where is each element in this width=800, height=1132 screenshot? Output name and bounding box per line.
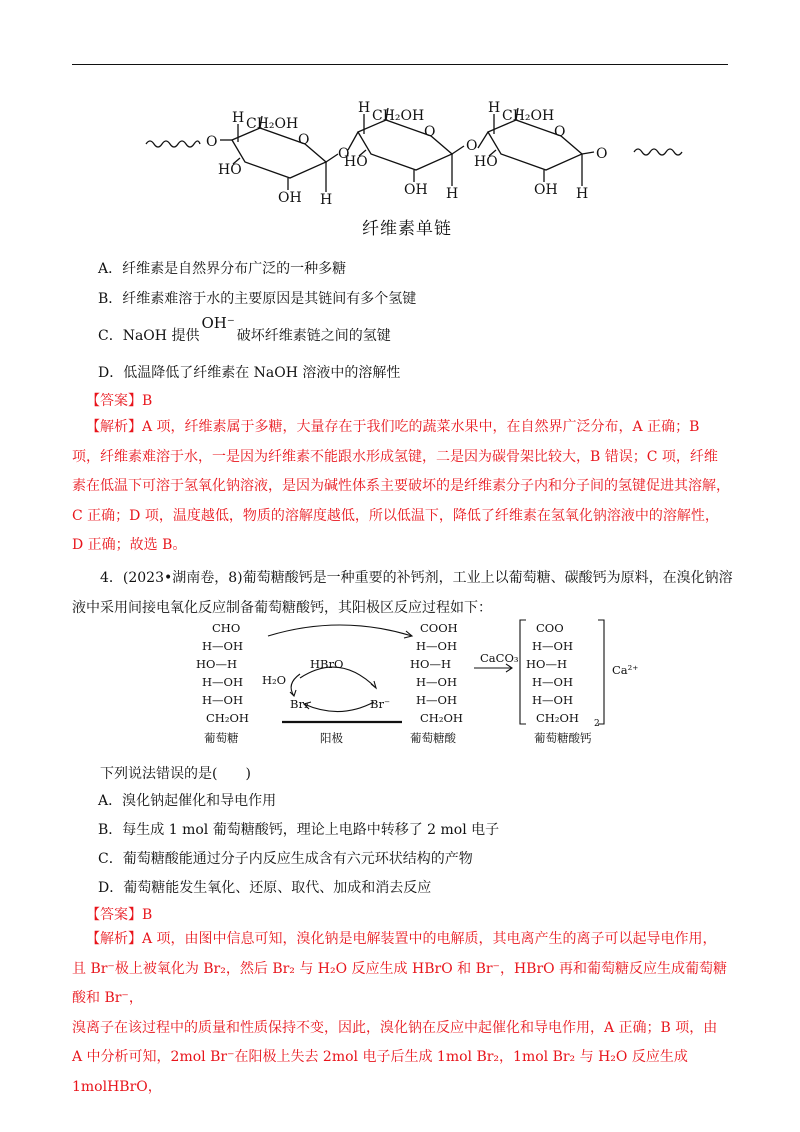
gluconic-acid-structure [410, 621, 463, 745]
q3-option-a: A．纤维素是自然界分布广泛的一种多糖 [98, 261, 347, 277]
svg-text:CH₂OH: CH₂OH [246, 116, 299, 132]
q3-option-c [98, 314, 391, 345]
q4-option-a: A．溴化钠起催化和导电作用 [98, 793, 277, 809]
svg-text:CH₂OH: CH₂OH [372, 108, 425, 124]
ring-1 [232, 128, 326, 178]
calcium-gluconate-structure [526, 621, 638, 745]
svg-text:H: H [446, 186, 459, 202]
svg-text:H—OH: H—OH [202, 639, 243, 653]
ring-3 [488, 120, 582, 170]
q4-analysis [72, 925, 740, 1102]
q3-option-d: D．低温降低了纤维素在 NaOH 溶液中的溶解性 [98, 365, 401, 381]
glucose-structure [196, 621, 249, 745]
svg-text:2: 2 [594, 719, 600, 729]
svg-text:O: O [424, 124, 436, 140]
q3-option-b: B．纤维素难溶于水的主要原因是其链间有多个氢键 [98, 291, 417, 307]
svg-text:H: H [232, 110, 245, 126]
svg-text:O: O [298, 132, 310, 148]
q4-analysis-line: 【解析】A 项，由图中信息可知，溴化钠是电解装置中的电解质，其电离产生的离子可以起导电作用， [86, 931, 717, 947]
q3-option-c-suffix: 破坏纤维素链之间的氢键 [236, 328, 391, 344]
q4-answer: 【答案】B [86, 907, 153, 923]
header-rule [72, 64, 728, 65]
q4-analysis-line: 且 Br⁻极上被氧化为 Br₂，然后 Br₂ 与 H₂O 反应生成 HBrO 和 Br⁻，HBrO 再和葡萄糖反应生成葡萄糖酸和 Br⁻， [72, 960, 728, 1006]
svg-text:HO: HO [344, 154, 368, 170]
svg-text:H—OH: H—OH [532, 675, 573, 689]
q4-option-c: C．葡萄糖酸能通过分子内反应生成含有六元环状结构的产物 [98, 851, 473, 867]
svg-text:H—OH: H—OH [416, 639, 457, 653]
q3-analysis-line: 项，纤维素难溶于水，一是因为纤维素不能跟水形成氢键，二是因为碳骨架比较大，B 错误；C 项，纤维 [72, 448, 718, 465]
svg-text:HBrO: HBrO [310, 657, 344, 671]
svg-text:O: O [206, 134, 218, 150]
svg-text:H: H [320, 192, 333, 208]
svg-text:OH: OH [404, 182, 428, 198]
q4-stem [72, 564, 740, 623]
electrolysis-scheme [190, 618, 640, 746]
svg-text:O: O [554, 124, 566, 140]
q3-analysis [72, 413, 740, 561]
svg-text:Ca²⁺: Ca²⁺ [612, 663, 639, 677]
svg-text:HO: HO [474, 154, 498, 170]
svg-text:CH₂OH: CH₂OH [420, 711, 463, 725]
q4-option-b: B．每生成 1 mol 葡萄糖酸钙，理论上电路中转移了 2 mol 电子 [98, 822, 500, 838]
q4-stem-line: 液中采用间接电氧化反应制备葡萄糖酸钙，其阳极区反应过程如下： [72, 599, 492, 616]
svg-text:CH₂OH: CH₂OH [502, 108, 555, 124]
oh-ion: OH⁻ [201, 314, 235, 332]
q3-analysis-line: D 正确；故选 B。 [72, 537, 187, 553]
q4-analysis-line: A 中分析可知，2mol Br⁻在阳极上失去 2mol 电子后生成 1mol Br₂，1mol Br₂ 与 H₂O 反应生成 1molHBrO， [72, 1049, 688, 1095]
svg-text:OH: OH [278, 190, 302, 206]
svg-text:Br₂: Br₂ [290, 697, 309, 711]
svg-text:H—OH: H—OH [202, 675, 243, 689]
svg-text:HO—H: HO—H [526, 657, 567, 671]
svg-text:O: O [596, 146, 608, 162]
svg-text:H: H [358, 100, 371, 116]
q4-option-d: D．葡萄糖能发生氧化、还原、取代、加成和消去反应 [98, 880, 432, 896]
q3-answer: 【答案】B [86, 393, 153, 409]
q4-question: 下列说法错误的是( ) [100, 766, 251, 782]
svg-text:COOH: COOH [420, 621, 458, 635]
svg-text:葡萄糖酸钙: 葡萄糖酸钙 [534, 731, 592, 745]
svg-text:H: H [488, 100, 501, 116]
q3-analysis-line: 素在低温下可溶于氢氧化钠溶液，是因为碱性体系主要破坏的是纤维素分子内和分子间的氢键促进其溶解， [72, 478, 730, 494]
svg-text:H—OH: H—OH [202, 693, 243, 707]
ring-2 [358, 120, 452, 170]
svg-text:HO—H: HO—H [410, 657, 451, 671]
figure-caption: 纤维素单链 [362, 219, 452, 239]
svg-text:H: H [576, 186, 589, 202]
svg-text:H—OH: H—OH [416, 675, 457, 689]
svg-text:H—OH: H—OH [532, 639, 573, 653]
q4-stem-line: 4．(2023•湖南卷，8)葡萄糖酸钙是一种重要的补钙剂，工业上以葡萄糖、碳酸钙为原料，在溴化钠溶 [100, 570, 733, 586]
svg-text:H—OH: H—OH [416, 693, 457, 707]
svg-text:Br⁻: Br⁻ [370, 697, 391, 711]
svg-text:CaCO₃: CaCO₃ [480, 651, 519, 665]
svg-text:CH₂OH: CH₂OH [206, 711, 249, 725]
svg-text:阳极: 阳极 [320, 731, 343, 745]
svg-text:CHO: CHO [212, 621, 241, 635]
svg-text:葡萄糖: 葡萄糖 [204, 731, 239, 745]
svg-text:O: O [338, 146, 350, 162]
q3-option-c-prefix: C．NaOH 提供 [98, 328, 200, 344]
svg-text:HO: HO [218, 162, 242, 178]
svg-text:H₂O: H₂O [262, 673, 287, 687]
svg-text:H—OH: H—OH [532, 693, 573, 707]
wavy-bond-right [634, 149, 682, 155]
svg-text:葡萄糖酸: 葡萄糖酸 [410, 731, 456, 745]
svg-text:O: O [466, 138, 478, 154]
wavy-bond-left [146, 141, 200, 147]
q3-analysis-line: C 正确；D 项，温度越低，物质的溶解度越低，所以低温下，降低了纤维素在氢氧化钠溶液中的溶解性， [72, 507, 719, 524]
cellulose-chain-figure [140, 92, 690, 212]
svg-text:COO: COO [536, 621, 564, 635]
svg-text:CH₂OH: CH₂OH [536, 711, 579, 725]
q4-analysis-line: 溴离子在该过程中的质量和性质保持不变，因此，溴化钠在反应中起催化和导电作用，A 正确；B 项，由 [72, 1019, 718, 1036]
q3-analysis-line: 【解析】A 项，纤维素属于多糖，大量存在于我们吃的蔬菜水果中，在自然界广泛分布，A 正确；B [86, 419, 700, 435]
svg-text:OH: OH [534, 182, 558, 198]
svg-text:HO—H: HO—H [196, 657, 237, 671]
